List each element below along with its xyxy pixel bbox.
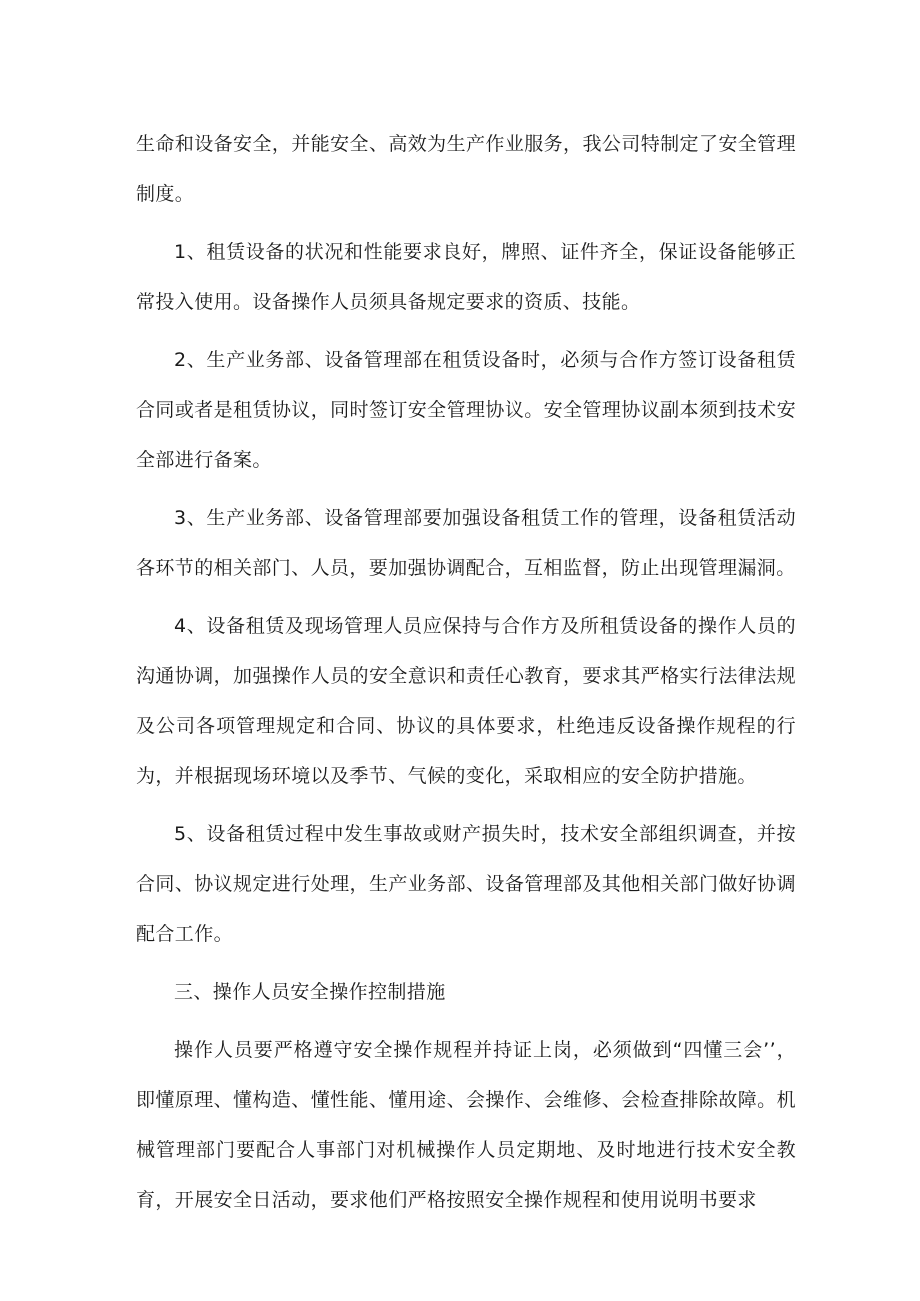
paragraph-item-2: 2、生产业务部、设备管理部在租赁设备时，必须与合作方签订设备租赁合同或者是租赁协议，同时签订安全管理协议。安全管理协议副本须到技术安全部进行备案。 — [136, 349, 796, 471]
paragraph-item-4: 4、设备租赁及现场管理人员应保持与合作方及所租赁设备的操作人员的沟通协调，加强操作人员的安全意识和责任心教育，要求其严格实行法律法规及公司各项管理规定和合同、协议的具体要求，杜绝违反设备操作规程的行为，并根据现场环境以及季节、气候的变化，采取相应的安全防护措施。 — [136, 615, 796, 787]
section-heading-3: 三、操作人员安全操作控制措施 — [174, 981, 446, 1003]
paragraph-item-1: 1、租赁设备的状况和性能要求良好，牌照、证件齐全，保证设备能够正常投入使用。设备操作人员须具备规定要求的资质、技能。 — [136, 241, 796, 313]
paragraph-item-5: 5、设备租赁过程中发生事故或财产损失时，技术安全部组织调查，并按合同、协议规定进行处理，生产业务部、设备管理部及其他相关部门做好协调配合工作。 — [136, 823, 796, 945]
paragraph-intro-continuation: 生命和设备安全，并能安全、高效为生产作业服务，我公司特制定了安全管理制度。 — [136, 133, 796, 205]
paragraph-item-3: 3、生产业务部、设备管理部要加强设备租赁工作的管理，设备租赁活动各环节的相关部门、人员，要加强协调配合，互相监督，防止出现管理漏洞。 — [136, 507, 796, 579]
document-body — [136, 119, 796, 1233]
paragraph-operator-safety: 操作人员要严格遵守安全操作规程并持证上岗，必须做到“四懂三会’’，即懂原理、懂构造、懂性能、懂用途、会操作、会维修、会检查排除故障。机械管理部门要配合人事部门对机械操作人员定期地、及时地进行技术安全教育，开展安全日活动，要求他们严格按照安全操作规程和使用说明书要求 — [136, 1039, 796, 1211]
